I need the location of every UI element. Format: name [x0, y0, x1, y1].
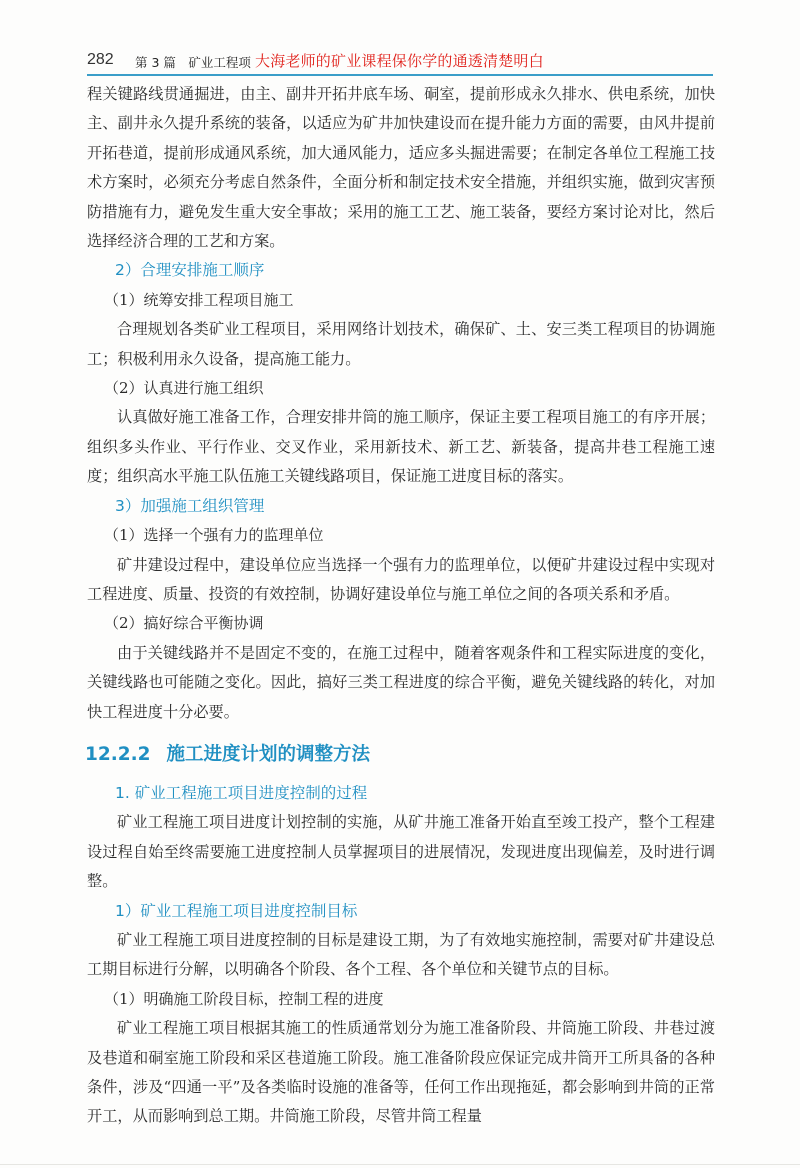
body-content — [87, 80, 715, 1132]
watermark-text: 大海老师的矿业课程保你学的通透清楚明白 — [255, 52, 544, 70]
subheading: 1. 矿业工程施工项目进度控制的过程 — [115, 783, 368, 802]
part-label: 第 3 篇 矿业工程项 — [135, 55, 251, 70]
item-heading: （1）明确施工阶段目标，控制工程的进度 — [104, 989, 384, 1008]
paragraph: 矿井建设过程中，建设单位应当选择一个强有力的监理单位，以便矿井建设过程中实现对工程进度、质量、投资的有效控制，协调好建设单位与施工单位之间的各项关系和矛盾。 — [87, 555, 715, 603]
page-bottom-edge — [0, 1164, 800, 1165]
item-heading: （1）选择一个强有力的监理单位 — [104, 526, 324, 545]
section-number: 12.2.2 — [85, 743, 151, 765]
paragraph: 矿业工程施工项目进度控制的目标是建设工期，为了有效地实施控制，需要对矿井建设总工期目标进行分解，以明确各个阶段、各个工程、各个单位和关键节点的目标。 — [87, 930, 715, 979]
paragraph: 程关键路线贯通掘进，由主、副井开拓井底车场、硐室，提前形成永久排水、供电系统，加快主、副井永久提升系统的装备，以适应为矿井加快建设而在提升能力方面的需要，由风井提前开拓巷道，提前形成通风系统，加大通风能力，适应多头掘进需要；在制定各单位工程施工技术方案时，必须充分考虑自然条件，全面分析和制定技术安全措施，并组织实施，做到灾害预防措施有力，避免发生重大安全事故；采用的施工工艺、施工装备，要经方案讨论对比，然后选择经济合理的工艺和方案。 — [87, 85, 715, 251]
item-heading: （1）统筹安排工程项目施工 — [104, 290, 294, 309]
item-heading: （2）认真进行施工组织 — [104, 379, 264, 398]
subheading: 2）合理安排施工顺序 — [115, 261, 265, 280]
subheading: 1）矿业工程施工项目进度控制目标 — [115, 901, 358, 920]
running-header — [87, 46, 713, 76]
paragraph: 由于关键线路并不是固定不变的，在施工过程中，随着客观条件和工程实际进度的变化，关键线路也可能随之变化。因此，搞好三类工程进度的综合平衡，避免关键线路的转化，对加快工程进度十分必要。 — [87, 643, 715, 721]
paragraph: 矿业工程施工项目进度计划控制的实施，从矿井施工准备开始直至竣工投产，整个工程建设过程自始至终需要施工进度控制人员掌握项目的进展情况，发现进度出现偏差，及时进行调整。 — [87, 813, 715, 891]
paragraph: 合理规划各类矿业工程项目，采用网络计划技术，确保矿、土、安三类工程项目的协调施工；积极利用永久设备，提高施工能力。 — [87, 320, 715, 368]
paragraph: 矿业工程施工项目根据其施工的性质通常划分为施工准备阶段、井筒施工阶段、井巷过渡及巷道和硐室施工阶段和采区巷道施工阶段。施工准备阶段应保证完成井筒开工所具备的各种条件，涉及“四通一平”及各类临时设施的准备等，任何工作出现拖延，都会影响到井筒的正常开工，从而影响到总工期。井筒施工阶段，尽管井筒工程量 — [87, 1019, 715, 1126]
page-number: 282 — [87, 51, 114, 68]
section-heading — [85, 741, 715, 769]
item-heading: （2）搞好综合平衡协调 — [104, 614, 264, 633]
paragraph: 认真做好施工准备工作，合理安排井筒的施工顺序，保证主要工程项目施工的有序开展；组织多头作业、平行作业、交叉作业，采用新技术、新工艺、新装备，提高井巷工程施工速度；组织高水平施工队伍施工关键线路项目，保证施工进度目标的落实。 — [87, 408, 715, 486]
section-title: 施工进度计划的调整方法 — [166, 743, 371, 765]
subheading: 3）加强施工组织管理 — [115, 496, 265, 515]
